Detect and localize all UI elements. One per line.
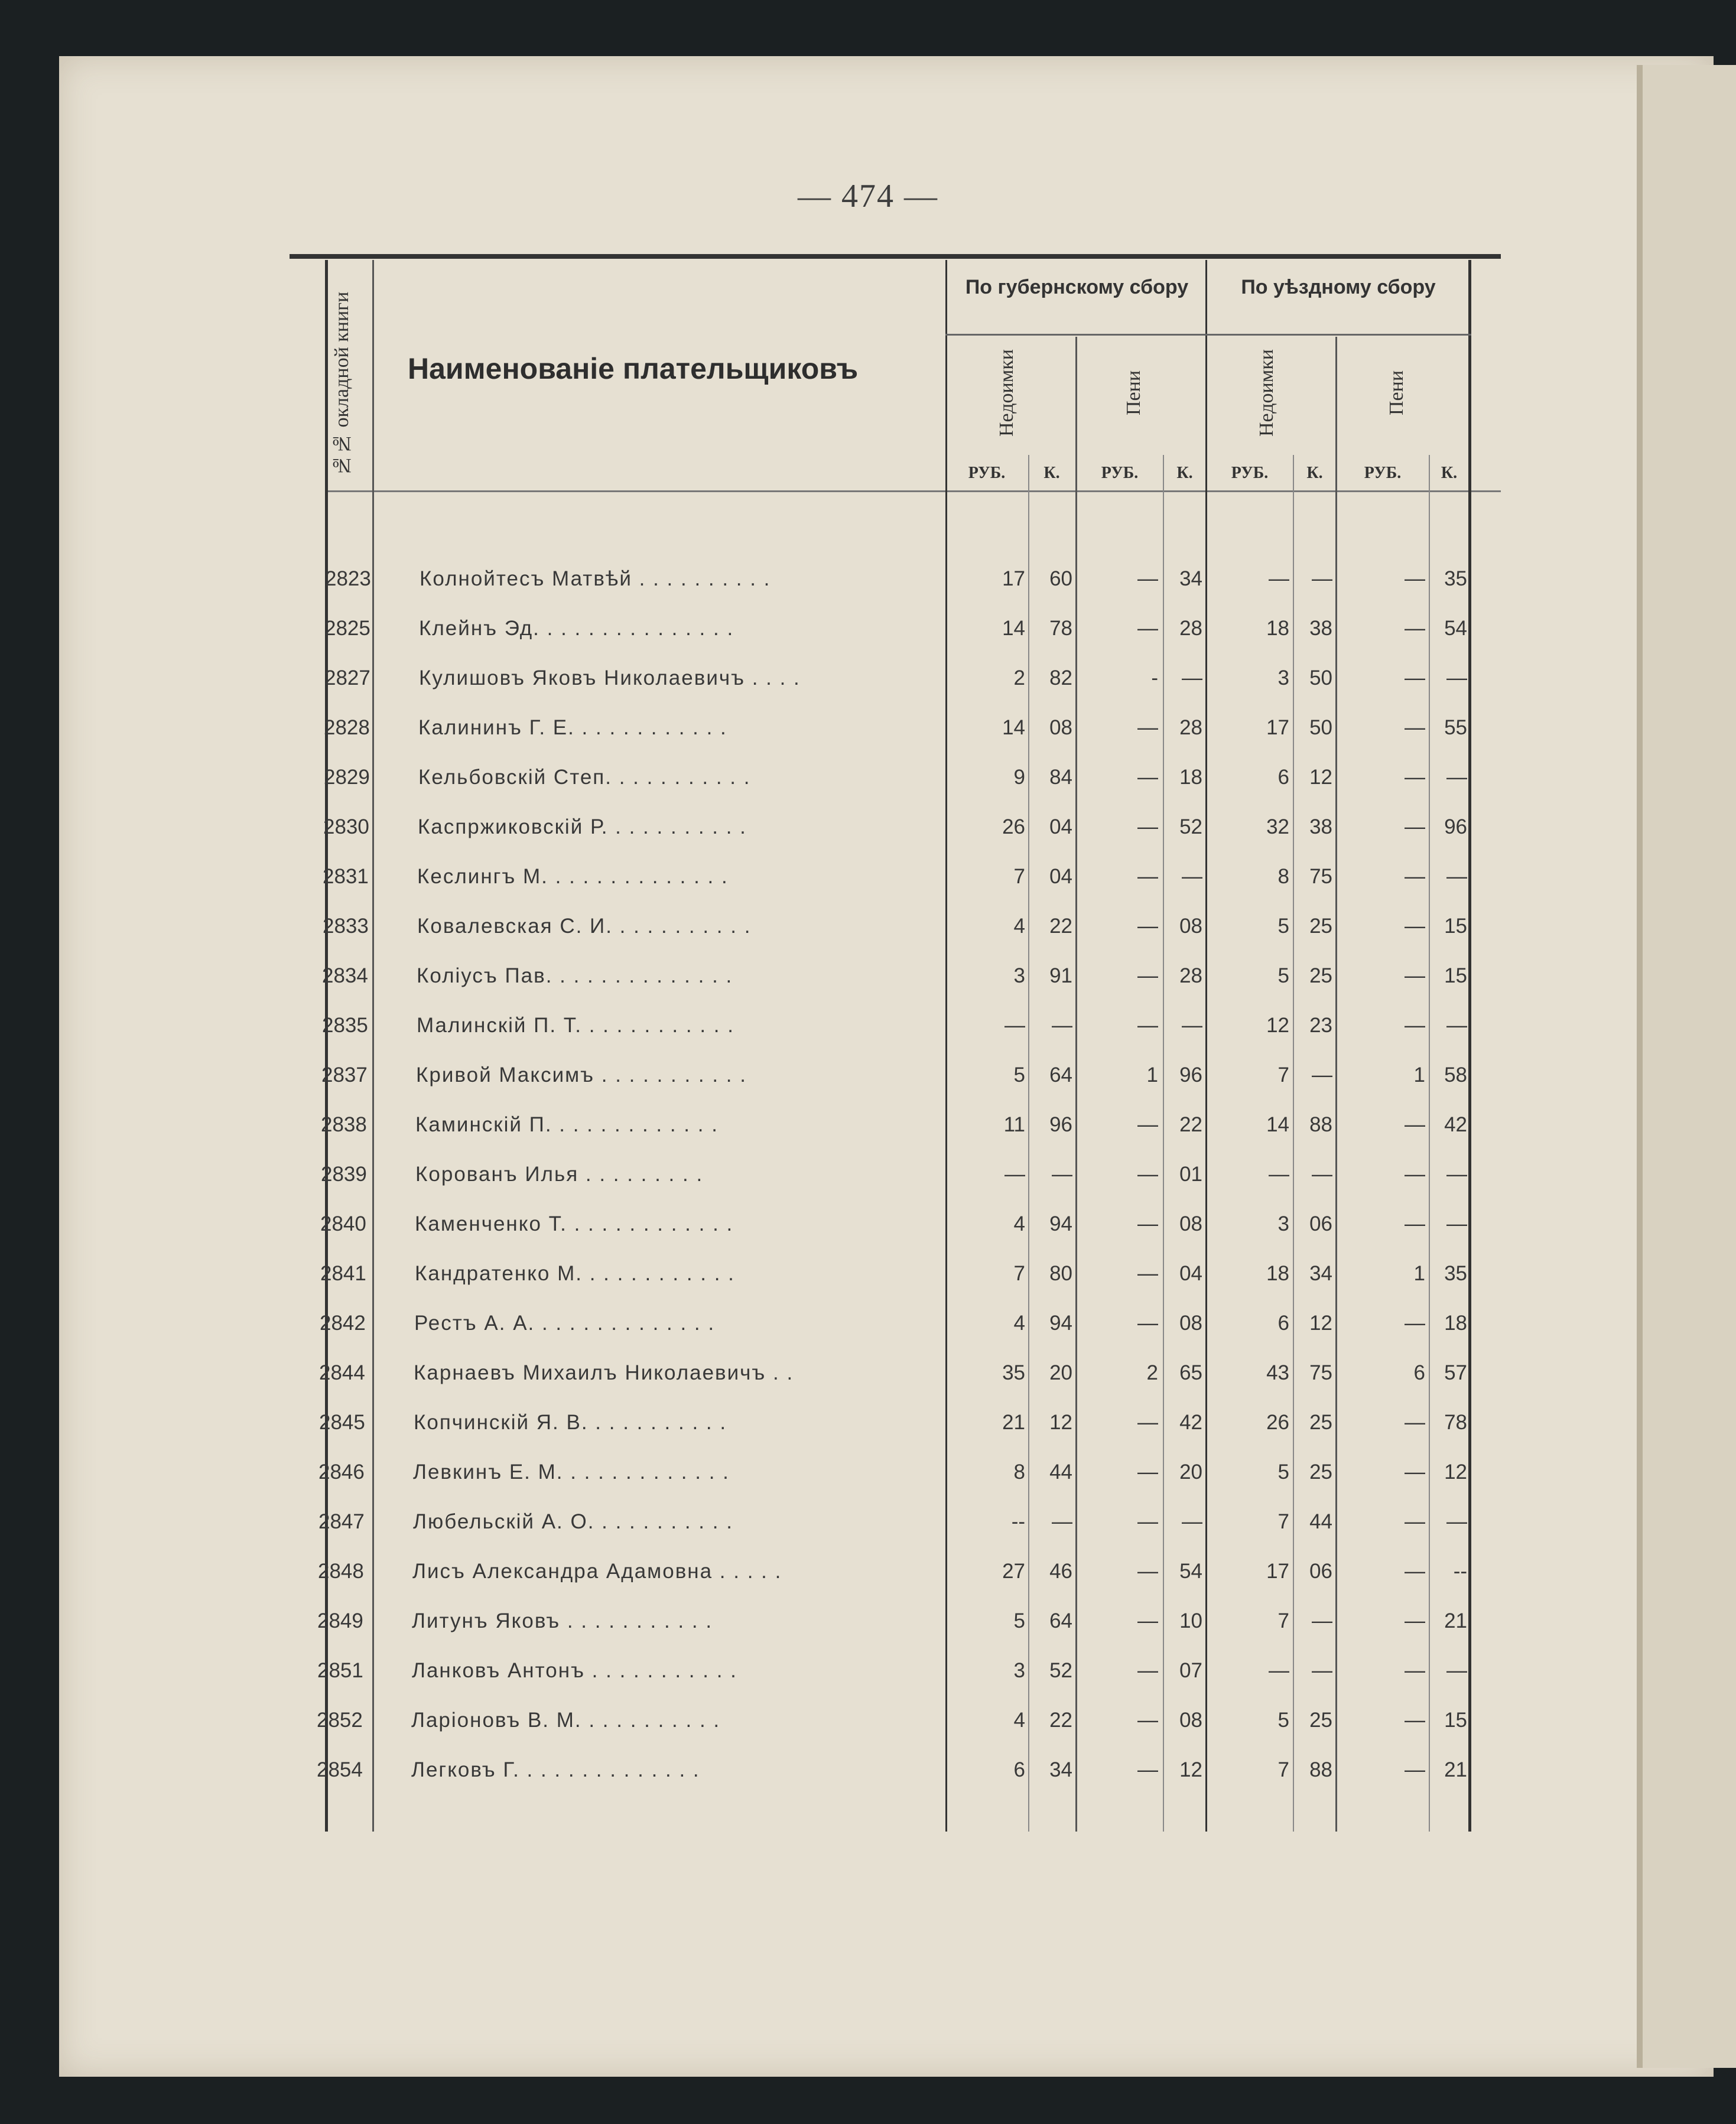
book-number: 2839 xyxy=(321,1163,367,1186)
amount-cell: — xyxy=(1137,815,1158,838)
amount-cell: 8 xyxy=(1277,865,1289,888)
amount-cell: 1 xyxy=(1146,1063,1158,1087)
amount-cell: 5 xyxy=(1013,1063,1025,1087)
amount-cell: — xyxy=(1405,1758,1425,1781)
amount-cell: — xyxy=(1052,1163,1072,1186)
amount-cell: 18 xyxy=(1266,1262,1289,1285)
table-row xyxy=(290,567,1507,609)
amount-cell: 07 xyxy=(1179,1659,1202,1682)
amount-cell: 20 xyxy=(1179,1461,1202,1484)
book-number: 2854 xyxy=(317,1758,363,1781)
book-number: 2845 xyxy=(319,1411,365,1434)
amount-cell: 4 xyxy=(1013,1709,1025,1732)
table-row xyxy=(290,716,1507,757)
amount-cell: — xyxy=(1182,865,1202,888)
payer-name: Ларіоновъ В. М. . . . . . . . . . . xyxy=(411,1709,721,1732)
amount-cell: 34 xyxy=(1309,1262,1332,1285)
amount-cell: 10 xyxy=(1179,1609,1202,1632)
amount-cell: — xyxy=(1004,1014,1025,1037)
table-row xyxy=(290,666,1507,708)
amount-cell: 1 xyxy=(1413,1262,1425,1285)
table-row xyxy=(290,766,1507,807)
amount-cell: — xyxy=(1405,1609,1425,1632)
amount-cell: 75 xyxy=(1309,865,1332,888)
amount-cell: 35 xyxy=(1002,1361,1025,1384)
group-header-rule xyxy=(945,334,1471,336)
amount-cell: — xyxy=(1405,666,1425,689)
book-number: 2835 xyxy=(322,1014,368,1037)
amount-cell: 3 xyxy=(1277,666,1289,689)
amount-cell: — xyxy=(1182,1510,1202,1533)
amount-cell: 60 xyxy=(1049,567,1072,590)
amount-cell: — xyxy=(1446,1014,1467,1037)
amount-cell: 9 xyxy=(1013,766,1025,789)
amount-cell: — xyxy=(1446,1163,1467,1186)
payer-name: Кельбовскій Степ. . . . . . . . . . . xyxy=(418,766,751,789)
amount-cell: 27 xyxy=(1002,1560,1025,1583)
amount-cell: — xyxy=(1137,1659,1158,1682)
amount-cell: 78 xyxy=(1049,617,1072,640)
table-row xyxy=(290,1262,1507,1303)
amount-cell: — xyxy=(1137,1212,1158,1235)
amount-cell: 06 xyxy=(1309,1560,1332,1583)
amount-cell: 04 xyxy=(1049,865,1072,888)
payer-name: Любельскій А. О. . . . . . . . . . . xyxy=(413,1510,733,1533)
amount-cell: 12 xyxy=(1444,1461,1467,1484)
amount-cell: 06 xyxy=(1309,1212,1332,1235)
amount-cell: 7 xyxy=(1277,1063,1289,1087)
table-row xyxy=(290,1758,1507,1800)
amount-cell: 50 xyxy=(1309,666,1332,689)
unit-kop: К. xyxy=(1043,464,1060,482)
amount-cell: 28 xyxy=(1179,617,1202,640)
amount-cell: 7 xyxy=(1277,1510,1289,1533)
amount-cell: 15 xyxy=(1444,915,1467,938)
amount-cell: — xyxy=(1405,1560,1425,1583)
amount-cell: 5 xyxy=(1277,964,1289,987)
amount-cell: 12 xyxy=(1309,1312,1332,1335)
amount-cell: 20 xyxy=(1049,1361,1072,1384)
table-row xyxy=(290,1609,1507,1651)
amount-cell: 18 xyxy=(1179,766,1202,789)
book-number: 2825 xyxy=(324,617,370,640)
page-number: — 474 — xyxy=(798,178,938,214)
amount-cell: — xyxy=(1405,1411,1425,1434)
payer-name: Карнаевъ Михаилъ Николаевичъ . . xyxy=(414,1361,794,1384)
unit-kop: К. xyxy=(1306,464,1323,482)
amount-cell: — xyxy=(1052,1510,1072,1533)
amount-cell: — xyxy=(1446,1510,1467,1533)
amount-cell: 01 xyxy=(1179,1163,1202,1186)
amount-cell: 84 xyxy=(1049,766,1072,789)
amount-cell: — xyxy=(1137,1411,1158,1434)
amount-cell: — xyxy=(1405,1312,1425,1335)
amount-cell: 44 xyxy=(1309,1510,1332,1533)
amount-cell: 08 xyxy=(1049,716,1072,739)
payer-name: Каминскій П. . . . . . . . . . . . . xyxy=(415,1113,719,1136)
amount-cell: 08 xyxy=(1179,1709,1202,1732)
amount-cell: 25 xyxy=(1309,915,1332,938)
amount-cell: 23 xyxy=(1309,1014,1332,1037)
book-number: 2841 xyxy=(320,1262,366,1285)
table-row xyxy=(290,1113,1507,1154)
table-row xyxy=(290,1212,1507,1254)
amount-cell: 46 xyxy=(1049,1560,1072,1583)
amount-cell: — xyxy=(1405,964,1425,987)
amount-cell: 15 xyxy=(1444,1709,1467,1732)
amount-cell: — xyxy=(1312,567,1332,590)
book-number: 2840 xyxy=(320,1212,366,1235)
table-row xyxy=(290,1709,1507,1750)
amount-cell: — xyxy=(1405,1212,1425,1235)
amount-cell: 64 xyxy=(1049,1063,1072,1087)
book-number: 2847 xyxy=(318,1510,365,1533)
amount-cell: 35 xyxy=(1444,567,1467,590)
amount-cell: 7 xyxy=(1277,1758,1289,1781)
amount-cell: 12 xyxy=(1266,1014,1289,1037)
book-number: 2828 xyxy=(324,716,370,739)
top-rule xyxy=(290,254,1501,259)
amount-cell: — xyxy=(1446,666,1467,689)
amount-cell: — xyxy=(1405,815,1425,838)
amount-cell: 25 xyxy=(1309,964,1332,987)
payer-name: Левкинъ Е. М. . . . . . . . . . . . . xyxy=(413,1461,730,1484)
amount-cell: 12 xyxy=(1049,1411,1072,1434)
amount-cell: 17 xyxy=(1266,1560,1289,1583)
table-row xyxy=(290,964,1507,1006)
amount-cell: 91 xyxy=(1049,964,1072,987)
amount-cell: — xyxy=(1269,1163,1289,1186)
amount-cell: 04 xyxy=(1049,815,1072,838)
amount-cell: 14 xyxy=(1002,716,1025,739)
book-number: 2849 xyxy=(317,1609,363,1632)
header-bottom-rule xyxy=(325,490,1501,492)
amount-cell: — xyxy=(1137,766,1158,789)
amount-cell: 43 xyxy=(1266,1361,1289,1384)
payer-name: Корованъ Илья . . . . . . . . . xyxy=(415,1163,704,1186)
amount-cell: 80 xyxy=(1049,1262,1072,1285)
book-number: 2823 xyxy=(325,567,371,590)
amount-cell: 15 xyxy=(1444,964,1467,987)
table-row xyxy=(290,1560,1507,1601)
amount-cell: — xyxy=(1405,1113,1425,1136)
payers-table xyxy=(290,254,1507,1832)
amount-cell: 08 xyxy=(1179,1212,1202,1235)
table-row xyxy=(290,1063,1507,1105)
amount-cell: — xyxy=(1405,567,1425,590)
amount-cell: 17 xyxy=(1266,716,1289,739)
amount-cell: 17 xyxy=(1002,567,1025,590)
amount-cell: 21 xyxy=(1444,1758,1467,1781)
amount-cell: 82 xyxy=(1049,666,1072,689)
amount-cell: — xyxy=(1182,1014,1202,1037)
amount-cell: 22 xyxy=(1179,1113,1202,1136)
payer-name: Ланковъ Антонъ . . . . . . . . . . . xyxy=(412,1659,737,1682)
amount-cell: 14 xyxy=(1002,617,1025,640)
unit-rub: РУБ. xyxy=(1364,464,1402,482)
amount-cell: — xyxy=(1312,1163,1332,1186)
col-header-dist-arrears: Недоимки xyxy=(1256,349,1277,437)
amount-cell: 3 xyxy=(1013,964,1025,987)
book-number: 2837 xyxy=(321,1063,368,1087)
amount-cell: — xyxy=(1137,1758,1158,1781)
amount-cell: — xyxy=(1137,865,1158,888)
amount-cell: 2 xyxy=(1013,666,1025,689)
amount-cell: 55 xyxy=(1444,716,1467,739)
table-row xyxy=(290,915,1507,956)
amount-cell: 8 xyxy=(1013,1461,1025,1484)
payer-name: Рестъ А. А. . . . . . . . . . . . . . xyxy=(414,1312,716,1335)
amount-cell: — xyxy=(1137,617,1158,640)
amount-cell: 6 xyxy=(1277,1312,1289,1335)
amount-cell: — xyxy=(1269,567,1289,590)
amount-cell: — xyxy=(1405,865,1425,888)
book-number: 2829 xyxy=(324,766,370,789)
amount-cell: — xyxy=(1312,1063,1332,1087)
book-number: 2834 xyxy=(322,964,368,987)
amount-cell: — xyxy=(1137,964,1158,987)
amount-cell: 08 xyxy=(1179,915,1202,938)
amount-cell: — xyxy=(1405,766,1425,789)
payer-name: Кеслингъ М. . . . . . . . . . . . . . xyxy=(417,865,729,888)
payer-name: Ковалевская С. И. . . . . . . . . . . xyxy=(417,915,752,938)
table-row xyxy=(290,815,1507,857)
payer-name: Копчинскій Я. В. . . . . . . . . . . xyxy=(414,1411,727,1434)
amount-cell: 28 xyxy=(1179,964,1202,987)
amount-cell: 3 xyxy=(1277,1212,1289,1235)
amount-cell: — xyxy=(1405,617,1425,640)
amount-cell: 44 xyxy=(1049,1461,1072,1484)
table-row xyxy=(290,1014,1507,1055)
table-row xyxy=(290,1312,1507,1353)
payer-name: Литунъ Яковъ . . . . . . . . . . . xyxy=(412,1609,713,1632)
amount-cell: — xyxy=(1405,1659,1425,1682)
amount-cell: — xyxy=(1137,1560,1158,1583)
payer-name: Кандратенко М. . . . . . . . . . . . xyxy=(415,1262,735,1285)
col-header-payer-name: Наименованіе плательщиковъ xyxy=(408,352,859,385)
amount-cell: 58 xyxy=(1444,1063,1467,1087)
amount-cell: 94 xyxy=(1049,1212,1072,1235)
amount-cell: 38 xyxy=(1309,617,1332,640)
table-row xyxy=(290,1510,1507,1551)
table-row xyxy=(290,617,1507,658)
amount-cell: 6 xyxy=(1413,1361,1425,1384)
amount-cell: 21 xyxy=(1444,1609,1467,1632)
book-number: 2838 xyxy=(321,1113,367,1136)
amount-cell: — xyxy=(1405,1163,1425,1186)
table-row xyxy=(290,1361,1507,1403)
book-number: 2852 xyxy=(317,1709,363,1732)
amount-cell: 52 xyxy=(1049,1659,1072,1682)
unit-kop: К. xyxy=(1176,464,1193,482)
amount-cell: - xyxy=(1151,666,1158,689)
amount-cell: 1 xyxy=(1413,1063,1425,1087)
amount-cell: 4 xyxy=(1013,1212,1025,1235)
amount-cell: 22 xyxy=(1049,915,1072,938)
book-number: 2842 xyxy=(320,1312,366,1335)
amount-cell: 22 xyxy=(1049,1709,1072,1732)
payer-name: Лисъ Александра Адамовна . . . . . xyxy=(412,1560,782,1583)
amount-cell: — xyxy=(1137,915,1158,938)
amount-cell: 96 xyxy=(1179,1063,1202,1087)
amount-cell: — xyxy=(1052,1014,1072,1037)
payer-name: Каменченко Т. . . . . . . . . . . . . xyxy=(415,1212,734,1235)
col-header-district: По уѣздному сбору xyxy=(1241,276,1436,298)
amount-cell: 42 xyxy=(1179,1411,1202,1434)
amount-cell: 6 xyxy=(1013,1758,1025,1781)
payer-name: Каспржиковскій Р. . . . . . . . . . . xyxy=(418,815,747,838)
unit-rub: РУБ. xyxy=(968,464,1006,482)
amount-cell: 78 xyxy=(1444,1411,1467,1434)
amount-cell: — xyxy=(1269,1659,1289,1682)
amount-cell: -- xyxy=(1011,1510,1025,1533)
amount-cell: 7 xyxy=(1013,1262,1025,1285)
amount-cell: 6 xyxy=(1277,766,1289,789)
payer-name: Коліусъ Пав. . . . . . . . . . . . . . xyxy=(417,964,733,987)
amount-cell: 7 xyxy=(1277,1609,1289,1632)
amount-cell: — xyxy=(1405,1709,1425,1732)
payer-name: Колнойтесъ Матвѣй . . . . . . . . . . xyxy=(420,567,771,590)
payer-name: Клейнъ Эд. . . . . . . . . . . . . . . xyxy=(419,617,734,640)
amount-cell: 94 xyxy=(1049,1312,1072,1335)
amount-cell: — xyxy=(1405,915,1425,938)
amount-cell: — xyxy=(1137,1609,1158,1632)
amount-cell: — xyxy=(1405,1461,1425,1484)
amount-cell: 12 xyxy=(1179,1758,1202,1781)
book-number: 2848 xyxy=(318,1560,364,1583)
amount-cell: 65 xyxy=(1179,1361,1202,1384)
amount-cell: — xyxy=(1137,1709,1158,1732)
payer-name: Кривой Максимъ . . . . . . . . . . . xyxy=(416,1063,747,1087)
next-page-edge xyxy=(1637,65,1736,2068)
amount-cell: 32 xyxy=(1266,815,1289,838)
amount-cell: 96 xyxy=(1049,1113,1072,1136)
amount-cell: — xyxy=(1137,1163,1158,1186)
amount-cell: — xyxy=(1312,1609,1332,1632)
table-row xyxy=(290,1659,1507,1700)
amount-cell: — xyxy=(1446,1212,1467,1235)
amount-cell: — xyxy=(1446,766,1467,789)
amount-cell: 42 xyxy=(1444,1113,1467,1136)
amount-cell: 75 xyxy=(1309,1361,1332,1384)
book-number: 2846 xyxy=(318,1461,365,1484)
amount-cell: 38 xyxy=(1309,815,1332,838)
amount-cell: 34 xyxy=(1179,567,1202,590)
amount-cell: 57 xyxy=(1444,1361,1467,1384)
col-header-dist-penalties: Пени xyxy=(1386,370,1407,416)
amount-cell: -- xyxy=(1453,1560,1467,1583)
amount-cell: 21 xyxy=(1002,1411,1025,1434)
amount-cell: 3 xyxy=(1013,1659,1025,1682)
amount-cell: 54 xyxy=(1179,1560,1202,1583)
col-header-prov-penalties: Пени xyxy=(1123,370,1145,416)
amount-cell: 96 xyxy=(1444,815,1467,838)
book-number: 2827 xyxy=(324,666,370,689)
amount-cell: 2 xyxy=(1146,1361,1158,1384)
amount-cell: — xyxy=(1137,716,1158,739)
table-row xyxy=(290,1411,1507,1452)
amount-cell: 7 xyxy=(1013,865,1025,888)
amount-cell: 34 xyxy=(1049,1758,1072,1781)
amount-cell: 14 xyxy=(1266,1113,1289,1136)
table-row xyxy=(290,1163,1507,1204)
payer-name: Калининъ Г. Е. . . . . . . . . . . . xyxy=(418,716,727,739)
amount-cell: — xyxy=(1137,1113,1158,1136)
amount-cell: 5 xyxy=(1013,1609,1025,1632)
amount-cell: 25 xyxy=(1309,1709,1332,1732)
col-header-book-no: №№ окладной книги xyxy=(331,291,353,477)
amount-cell: — xyxy=(1446,1659,1467,1682)
book-number: 2830 xyxy=(323,815,369,838)
table-row xyxy=(290,1461,1507,1502)
amount-cell: — xyxy=(1137,1461,1158,1484)
book-number: 2844 xyxy=(319,1361,365,1384)
amount-cell: 4 xyxy=(1013,915,1025,938)
book-number: 2833 xyxy=(323,915,369,938)
amount-cell: 18 xyxy=(1266,617,1289,640)
amount-cell: 88 xyxy=(1309,1113,1332,1136)
unit-rub: РУБ. xyxy=(1101,464,1139,482)
amount-cell: — xyxy=(1004,1163,1025,1186)
book-number: 2851 xyxy=(317,1659,363,1682)
amount-cell: — xyxy=(1446,865,1467,888)
payer-name: Малинскій П. Т. . . . . . . . . . . . xyxy=(417,1014,734,1037)
amount-cell: 25 xyxy=(1309,1461,1332,1484)
amount-cell: — xyxy=(1137,567,1158,590)
amount-cell: — xyxy=(1137,1262,1158,1285)
amount-cell: — xyxy=(1312,1659,1332,1682)
col-header-provincial: По губернскому сбору xyxy=(965,276,1189,298)
amount-cell: — xyxy=(1405,1510,1425,1533)
amount-cell: 50 xyxy=(1309,716,1332,739)
amount-cell: 12 xyxy=(1309,766,1332,789)
amount-cell: 5 xyxy=(1277,915,1289,938)
amount-cell: 54 xyxy=(1444,617,1467,640)
amount-cell: 5 xyxy=(1277,1461,1289,1484)
amount-cell: — xyxy=(1137,1312,1158,1335)
payer-name: Легковъ Г. . . . . . . . . . . . . . xyxy=(411,1758,700,1781)
col-header-prov-arrears: Недоимки xyxy=(996,349,1017,437)
amount-cell: 5 xyxy=(1277,1709,1289,1732)
amount-cell: 04 xyxy=(1179,1262,1202,1285)
amount-cell: — xyxy=(1182,666,1202,689)
amount-cell: — xyxy=(1405,716,1425,739)
amount-cell: 26 xyxy=(1002,815,1025,838)
unit-kop: К. xyxy=(1441,464,1458,482)
amount-cell: 25 xyxy=(1309,1411,1332,1434)
amount-cell: — xyxy=(1405,1014,1425,1037)
amount-cell: 64 xyxy=(1049,1609,1072,1632)
payer-name: Кулишовъ Яковъ Николаевичъ . . . . xyxy=(419,666,801,689)
book-number: 2831 xyxy=(323,865,369,888)
amount-cell: 4 xyxy=(1013,1312,1025,1335)
amount-cell: 26 xyxy=(1266,1411,1289,1434)
amount-cell: 18 xyxy=(1444,1312,1467,1335)
unit-rub: РУБ. xyxy=(1231,464,1269,482)
amount-cell: — xyxy=(1137,1014,1158,1037)
amount-cell: 35 xyxy=(1444,1262,1467,1285)
amount-cell: 11 xyxy=(1003,1113,1025,1136)
amount-cell: 88 xyxy=(1309,1758,1332,1781)
table-row xyxy=(290,865,1507,906)
amount-cell: 08 xyxy=(1179,1312,1202,1335)
amount-cell: 52 xyxy=(1179,815,1202,838)
amount-cell: — xyxy=(1137,1510,1158,1533)
amount-cell: 28 xyxy=(1179,716,1202,739)
